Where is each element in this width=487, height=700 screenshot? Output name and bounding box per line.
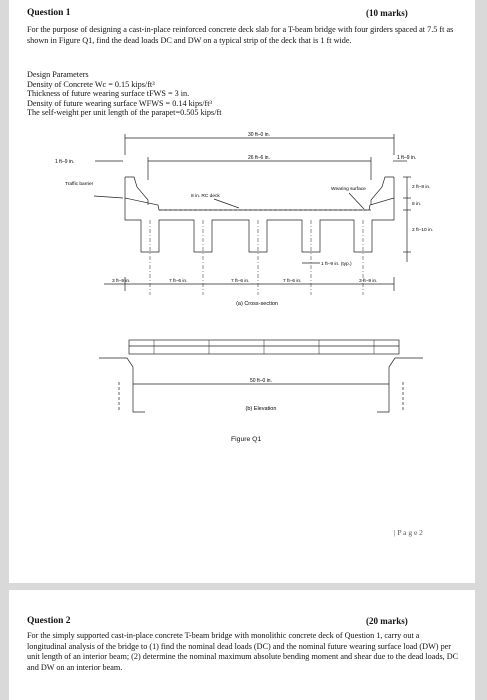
- dim-total-width: 30 ft–0 in.: [248, 132, 270, 138]
- caption-elevation: (b) Elevation: [245, 406, 277, 412]
- rc-deck-label: 8 in. RC deck: [191, 194, 220, 199]
- param-fws-density: Density of future wearing surface WFWS = 0.14 kips/ft³: [27, 98, 212, 108]
- dim-left-overhang: 1 ft–9 in.: [55, 159, 75, 165]
- dim-bottom-2: 7 ft–6 in.: [231, 279, 250, 284]
- param-parapet-weight: The self-weight per unit length of the parapet=0.505 kips/ft: [27, 108, 222, 118]
- dim-clear-width: 26 ft–6 in.: [248, 155, 270, 161]
- elevation-figure: [9, 322, 475, 420]
- cross-section-figure: [9, 125, 475, 310]
- params-heading: Design Parameters: [27, 70, 89, 79]
- dim-2ft-10in: 2 ft–10 in.: [412, 228, 434, 233]
- page-2: [9, 590, 475, 700]
- dim-span: 50 ft–0 in.: [250, 378, 272, 384]
- dim-2ft-8in: 2 ft–8 in.: [412, 185, 431, 190]
- traffic-barrier-label: Traffic barrier: [65, 182, 94, 187]
- page-1: [9, 0, 475, 583]
- dim-8in: 8 in.: [412, 202, 422, 207]
- dim-bottom-left: 3 ft–9 in.: [112, 279, 131, 284]
- param-density-concrete: Density of Concrete Wc = 0.15 kips/ft³: [27, 79, 155, 89]
- wearing-surface-label: Wearing surface: [331, 187, 366, 192]
- question-2-title: Question 2: [27, 616, 71, 626]
- design-parameters: [27, 70, 221, 118]
- question-2-marks: (20 marks): [366, 616, 408, 626]
- dim-right-overhang: 1 ft–9 in.: [397, 155, 417, 161]
- page-number: | P a g e 2: [394, 528, 423, 537]
- question-2-text: For the simply supported cast-in-place concrete T-beam bridge with monolithic concrete deck of Question 1, carry out a longitudinal analysis of the bridge to (1) find the nominal dead loads (DC) and the nominal future wearing surface load (DW) per unit length of an interior beam; (2) determine the nominal maximum absolute bending moment and shear due to the dead loads, DC and DW on an interior beam.: [27, 631, 459, 672]
- caption-cross-section: (a) Cross-section: [236, 301, 278, 307]
- question-1-title: Question 1: [27, 8, 71, 18]
- param-fws-thickness: Thickness of future wearing surface tFWS = 3 in.: [27, 89, 190, 99]
- dim-bottom-3: 7 ft–6 in.: [283, 279, 302, 284]
- dim-web-width: 1 ft–9 in. (typ.): [321, 262, 352, 267]
- figure-title: Figure Q1: [231, 436, 262, 443]
- question-1-marks: (10 marks): [366, 8, 408, 18]
- dim-bottom-right: 3 ft–9 in.: [359, 279, 378, 284]
- dim-bottom-1: 7 ft–6 in.: [169, 279, 188, 284]
- question-1-intro: For the purpose of designing a cast-in-place reinforced concrete deck slab for a T-beam bridge with four girders spaced at 7.5 ft as shown in Figure Q1, find the dead loads DC and DW on a typical strip of the deck that is 1 ft wide.: [27, 25, 454, 45]
